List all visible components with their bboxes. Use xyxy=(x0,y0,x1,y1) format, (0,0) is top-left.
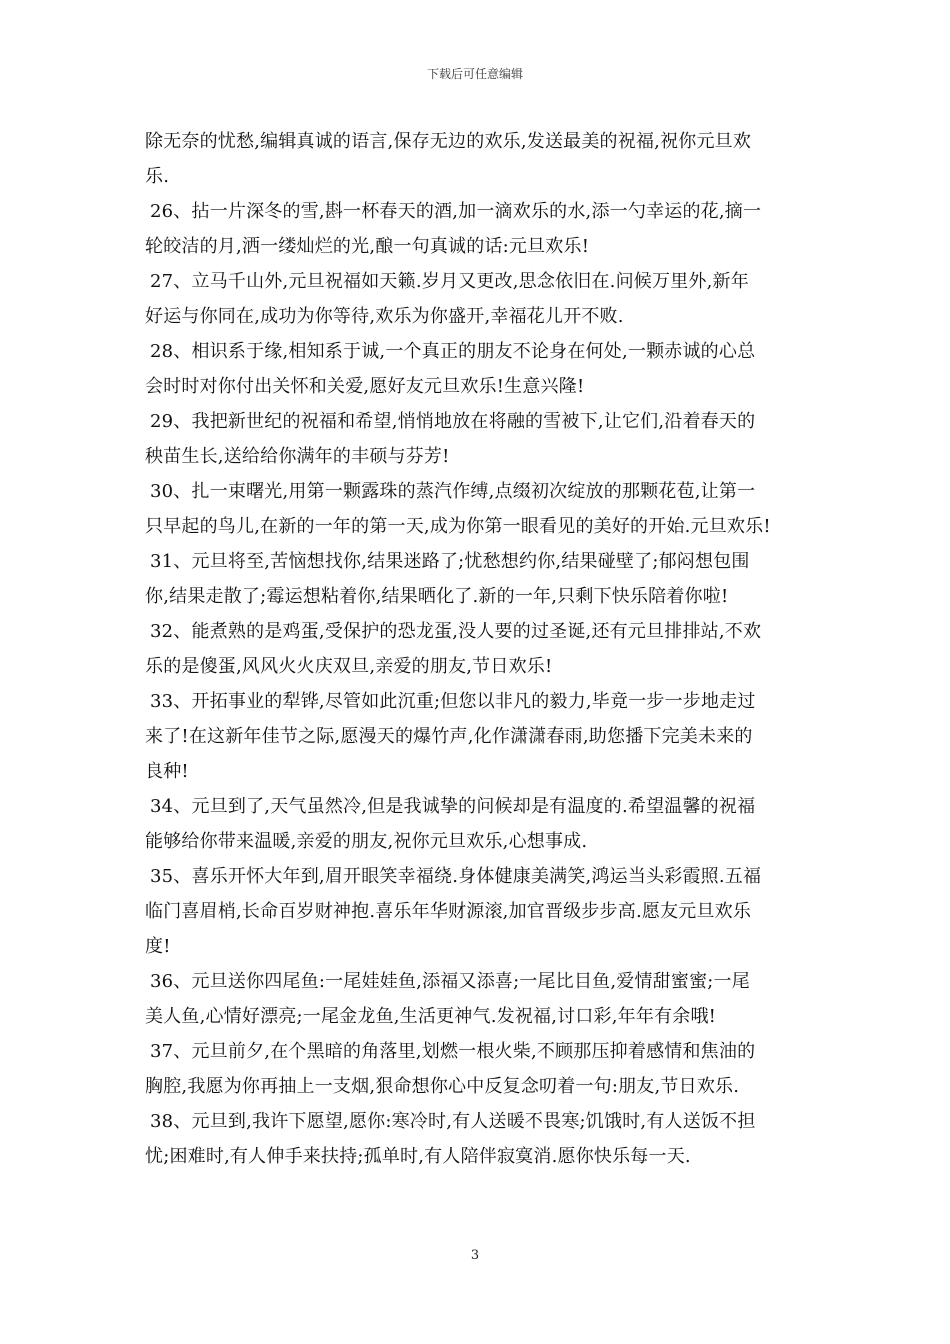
page-header: 下载后可任意编辑 xyxy=(426,67,523,81)
paragraph-first-line: 28、相识系于缘,相知系于诚,一个真正的朋友不论身在何处,一颗赤诚的心总 xyxy=(150,341,756,362)
paragraph-first-line: 37、元旦前夕,在个黑暗的角落里,划燃一根火柴,不顾那压抑着感情和焦油的 xyxy=(150,1041,756,1062)
paragraph-line: 度! xyxy=(145,936,171,957)
paragraph-line: 能够给你带来温暖,亲爱的朋友,祝你元旦欢乐,心想事成. xyxy=(145,831,588,852)
paragraph-first-line: 36、元旦送你四尾鱼:一尾娃娃鱼,添福又添喜;一尾比目鱼,爱情甜蜜蜜;一尾 xyxy=(150,971,750,992)
paragraph-line: 轮皎洁的月,洒一缕灿烂的光,酿一句真诚的话:元旦欢乐! xyxy=(145,236,590,257)
paragraph-first-line: 30、扎一束曙光,用第一颗露珠的蒸汽作缚,点缀初次绽放的那颗花苞,让第一 xyxy=(150,481,756,502)
paragraph-line: 临门喜眉梢,长命百岁财神抱.喜乐年华财源滚,加官晋级步步高.愿友元旦欢乐 xyxy=(145,901,752,922)
paragraph-line: 好运与你同在,成功为你等待,欢乐为你盛开,幸福花儿开不败. xyxy=(145,306,624,327)
paragraph-first-line: 32、能煮熟的是鸡蛋,受保护的恐龙蛋,没人要的过圣诞,还有元旦排排站,不欢 xyxy=(150,621,762,642)
paragraph-line: 只早起的鸟儿,在新的一年的第一天,成为你第一眼看见的美好的开始.元旦欢乐! xyxy=(145,516,771,537)
paragraph-line: 你,结果走散了;霉运想粘着你,结果晒化了.新的一年,只剩下快乐陪着你啦! xyxy=(145,586,729,607)
paragraph-first-line: 35、喜乐开怀大年到,眉开眼笑幸福绕.身体健康美满笑,鸿运当头彩霞照.五福 xyxy=(150,866,762,887)
paragraph-line: 除无奈的忧愁,编辑真诚的语言,保存无边的欢乐,发送最美的祝福,祝你元旦欢 xyxy=(145,131,752,152)
paragraph-line: 忧;困难时,有人伸手来扶持;孤单时,有人陪伴寂寞消.愿你快乐每一天. xyxy=(145,1146,691,1167)
paragraph-first-line: 31、元旦将至,苦恼想找你,结果迷路了;忧愁想约你,结果碰壁了;郁闷想包围 xyxy=(150,551,750,572)
paragraph-line: 乐的是傻蛋,风风火火庆双旦,亲爱的朋友,节日欢乐! xyxy=(145,656,553,677)
paragraph-first-line: 26、拈一片深冬的雪,斟一杯春天的酒,加一滴欢乐的水,添一勺幸运的花,摘一 xyxy=(150,201,762,222)
document-body xyxy=(145,124,810,1174)
paragraph-first-line: 29、我把新世纪的祝福和希望,悄悄地放在将融的雪被下,让它们,沿着春天的 xyxy=(150,411,756,432)
paragraph-first-line: 27、立马千山外,元旦祝福如天籁.岁月又更改,思念依旧在.问候万里外,新年 xyxy=(150,271,749,292)
paragraph-line: 胸腔,我愿为你再抽上一支烟,狠命想你心中反复念叨着一句:朋友,节日欢乐. xyxy=(145,1076,740,1097)
paragraph-line: 良种! xyxy=(145,761,189,782)
paragraph-line: 乐. xyxy=(145,166,170,187)
paragraph-line: 美人鱼,心情好漂亮;一尾金龙鱼,生活更神气.发祝福,讨口彩,年年有余哦! xyxy=(145,1006,717,1027)
page-number: 3 xyxy=(470,1248,480,1263)
paragraph-line: 来了!在这新年佳节之际,愿漫天的爆竹声,化作潇潇春雨,助您播下完美未来的 xyxy=(145,726,753,747)
paragraph-first-line: 38、元旦到,我许下愿望,愿你:寒冷时,有人送暖不畏寒;饥饿时,有人送饭不担 xyxy=(150,1111,756,1132)
paragraph-line: 会时时对你付出关怀和关爱,愿好友元旦欢乐!生意兴隆! xyxy=(145,376,585,397)
paragraph-first-line: 34、元旦到了,天气虽然冷,但是我诚挚的问候却是有温度的.希望温馨的祝福 xyxy=(150,796,756,817)
paragraph-first-line: 33、开拓事业的犁铧,尽管如此沉重;但您以非凡的毅力,毕竟一步一步地走过 xyxy=(150,691,756,712)
paragraph-line: 秧苗生长,送给给你满年的丰硕与芬芳! xyxy=(145,446,450,467)
